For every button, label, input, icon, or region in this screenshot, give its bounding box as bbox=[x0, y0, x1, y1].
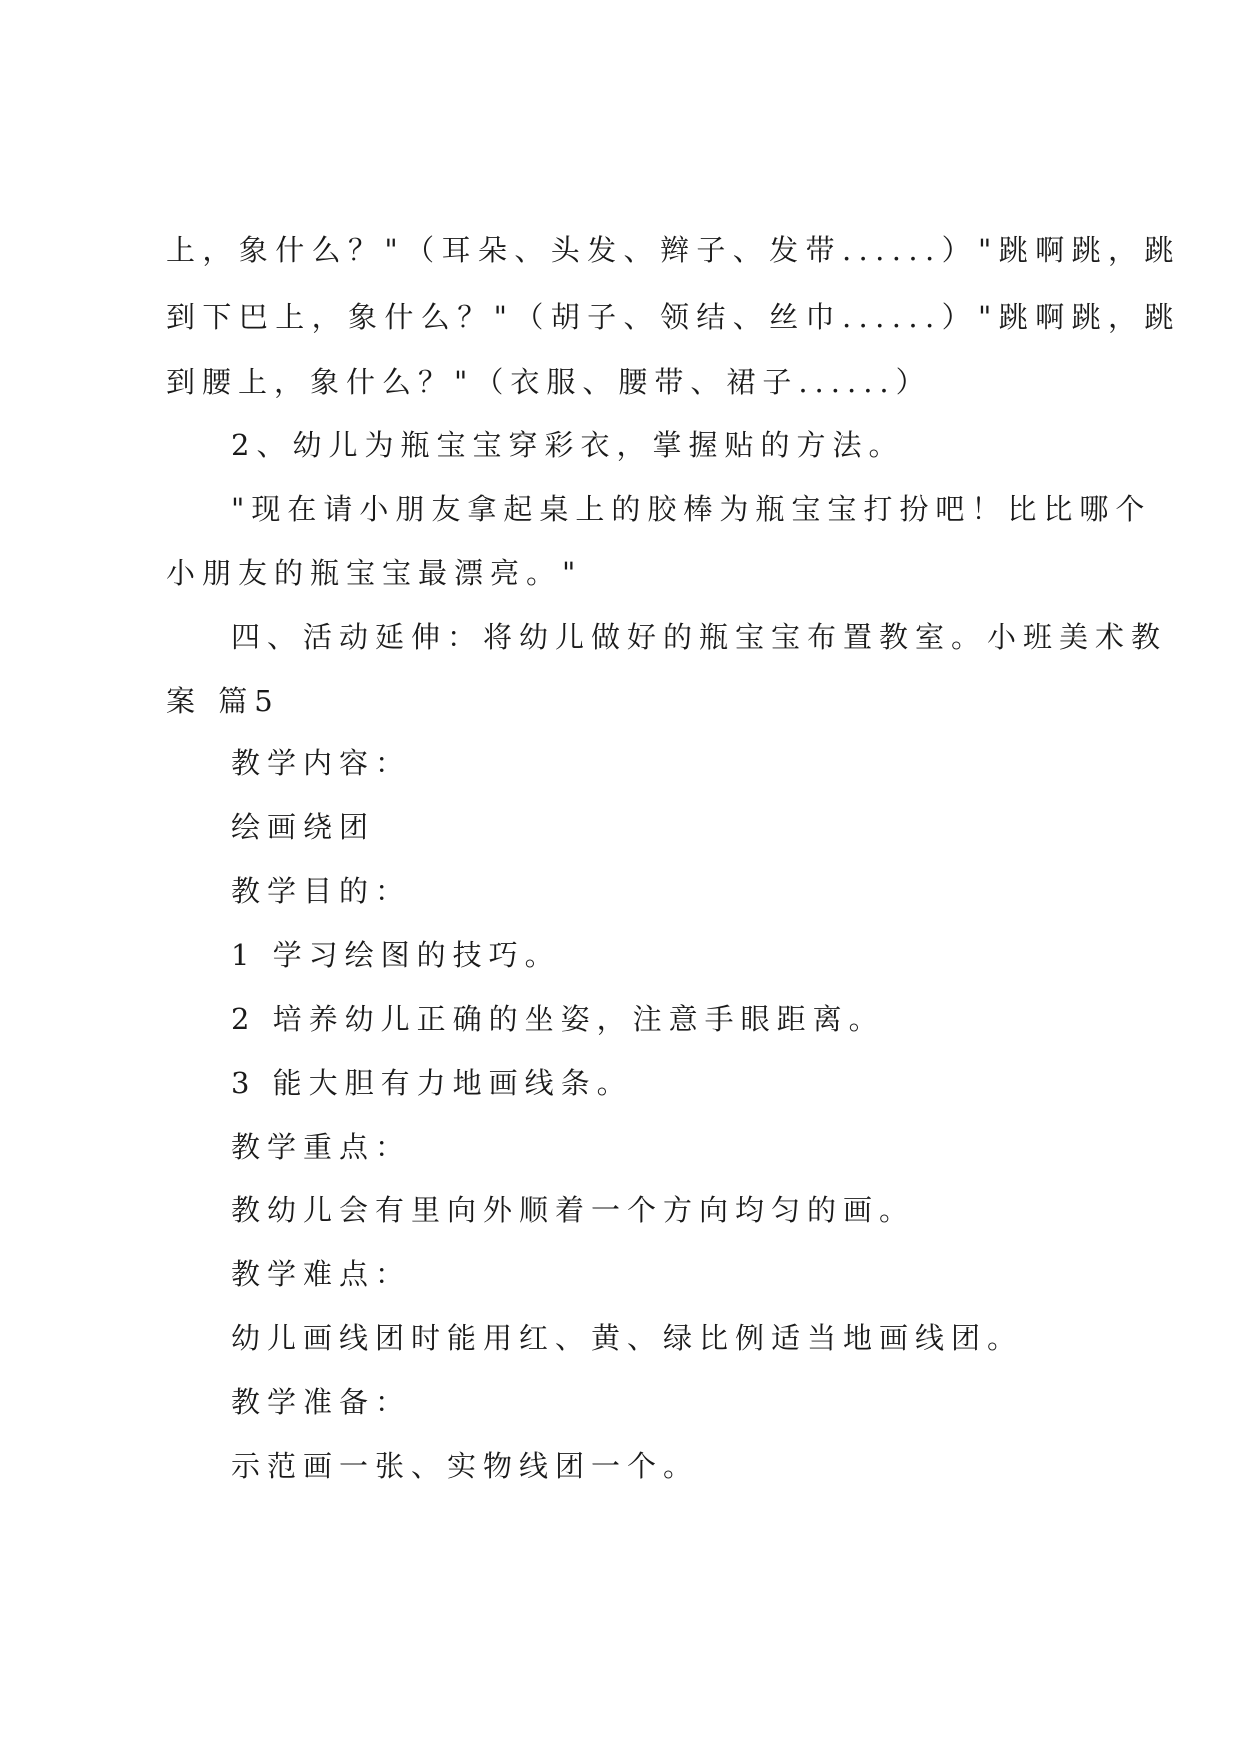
text-line-10: 绘画绕团 bbox=[231, 810, 376, 844]
text-line-4: 2、幼儿为瓶宝宝穿彩衣，掌握贴的方法。 bbox=[231, 428, 905, 462]
text-line-12: 1 学习绘图的技巧。 bbox=[231, 938, 561, 972]
text-line-2: 到下巴上，象什么？"（胡子、领结、丝巾......）"跳啊跳，跳 bbox=[166, 300, 1181, 334]
text-line-1: 上，象什么？"（耳朵、头发、辫子、发带......）"跳啊跳，跳 bbox=[166, 233, 1181, 267]
text-line-19: 教学准备： bbox=[231, 1385, 412, 1419]
text-line-11: 教学目的： bbox=[231, 874, 412, 908]
text-line-14: 3 能大胆有力地画线条。 bbox=[231, 1066, 633, 1100]
text-line-17: 教学难点： bbox=[231, 1257, 412, 1291]
text-line-13: 2 培养幼儿正确的坐姿，注意手眼距离。 bbox=[231, 1002, 885, 1036]
text-line-16: 教幼儿会有里向外顺着一个方向均匀的画。 bbox=[231, 1193, 916, 1227]
text-line-7: 四、活动延伸：将幼儿做好的瓶宝宝布置教室。小班美术教 bbox=[231, 620, 1168, 654]
text-line-6: 小朋友的瓶宝宝最漂亮。" bbox=[166, 556, 583, 590]
text-line-15: 教学重点： bbox=[231, 1130, 412, 1164]
text-line-3: 到腰上，象什么？"（衣服、腰带、裙子......） bbox=[166, 365, 932, 399]
text-line-20: 示范画一张、实物线团一个。 bbox=[231, 1449, 700, 1483]
text-line-9: 教学内容： bbox=[231, 746, 412, 780]
text-line-8: 案 篇5 bbox=[166, 684, 280, 718]
text-line-5: "现在请小朋友拿起桌上的胶棒为瓶宝宝打扮吧！比比哪个 bbox=[231, 492, 1152, 526]
text-line-18: 幼儿画线团时能用红、黄、绿比例适当地画线团。 bbox=[231, 1321, 1024, 1355]
